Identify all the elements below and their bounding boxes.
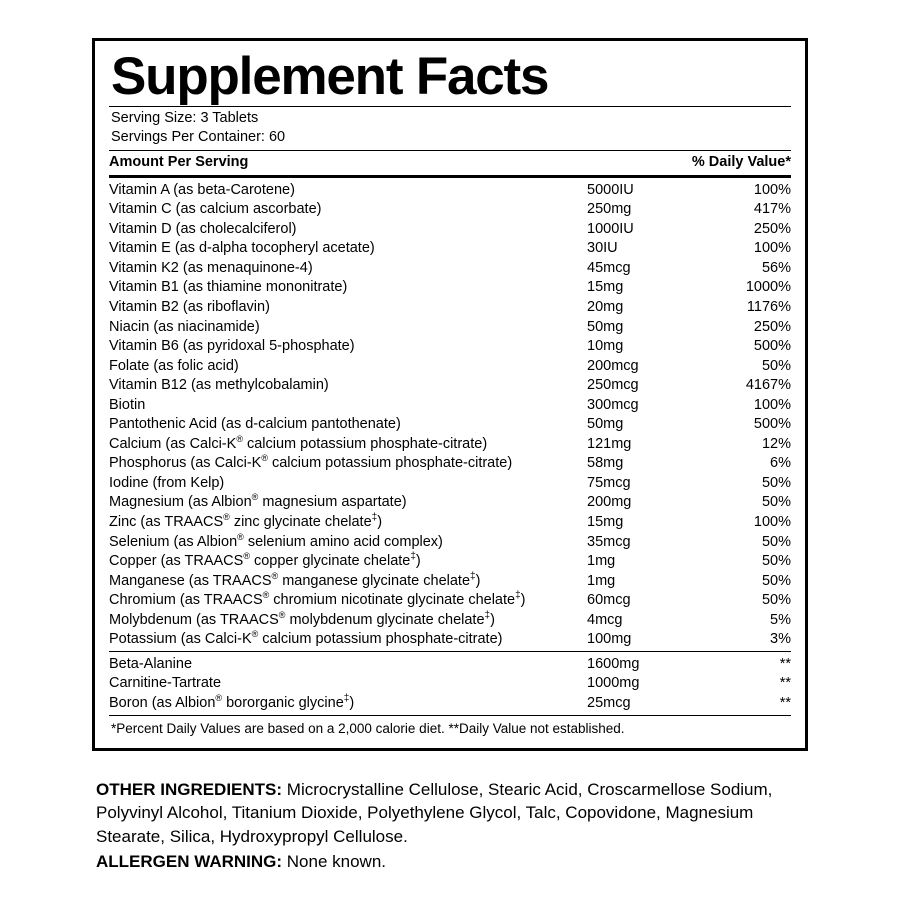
nutrient-amount: 1000IU	[587, 220, 634, 237]
nutrient-amount: 250mcg	[587, 377, 639, 394]
table-row	[109, 356, 791, 376]
divider-above-no-dv	[109, 651, 791, 652]
nutrient-amount: 25mcg	[587, 694, 631, 711]
table-row	[109, 493, 791, 513]
nutrient-name: Niacin (as niacinamide)	[109, 318, 260, 335]
nutrient-daily-value: 50%	[761, 494, 791, 511]
nutrient-rows-table	[109, 180, 791, 649]
nutrient-amount: 60mcg	[587, 592, 631, 609]
nutrient-daily-value: 250%	[753, 220, 791, 237]
serving-size-line: Serving Size: 3 Tablets	[111, 110, 259, 127]
header-amount-spacer	[580, 153, 692, 173]
nutrient-name: Pantothenic Acid (as d-calcium pantothenate)	[109, 416, 401, 433]
table-row	[109, 513, 791, 533]
nutrient-name: Vitamin B6 (as pyridoxal 5-phosphate)	[109, 338, 355, 355]
allergen-warning-text: None known.	[282, 852, 386, 872]
nutrient-name: Carnitine-Tartrate	[109, 675, 222, 692]
nutrient-daily-value: 100%	[753, 240, 791, 257]
other-ingredients-label: OTHER INGREDIENTS:	[96, 780, 283, 799]
allergen-warning-paragraph	[96, 850, 808, 873]
other-nutrient-rows-body	[109, 654, 791, 713]
nutrient-name: Vitamin B2 (as riboflavin)	[109, 299, 270, 315]
table-row	[109, 571, 791, 591]
nutrient-name: Boron (as Albion® bororganic glycine‡)	[109, 693, 355, 711]
table-row	[109, 693, 791, 713]
table-row	[109, 610, 791, 630]
table-row	[109, 674, 791, 694]
table-row	[109, 258, 791, 278]
table-row	[109, 552, 791, 572]
nutrient-amount: 200mg	[587, 494, 632, 511]
table-row	[109, 591, 791, 611]
supplement-facts-panel	[92, 38, 808, 751]
nutrient-amount: 4mcg	[587, 611, 623, 628]
nutrient-daily-value: 250%	[753, 318, 791, 335]
table-row	[109, 630, 791, 650]
nutrient-name: Folate (as folic acid)	[109, 357, 239, 374]
table-row	[109, 180, 791, 200]
nutrient-amount: 1000mg	[587, 675, 640, 692]
nutrient-amount: 1mg	[587, 572, 616, 589]
nutrient-daily-value: **	[779, 655, 791, 672]
nutrient-amount: 121mg	[587, 435, 632, 452]
nutrition-table-body	[109, 153, 791, 173]
other-ingredients-block	[96, 778, 808, 874]
nutrient-name: Vitamin E (as d-alpha tocopheryl acetate)	[109, 240, 375, 257]
table-row	[109, 219, 791, 239]
nutrient-name: Chromium (as TRAACS® chromium nicotinate glycinate chelate‡)	[109, 590, 526, 609]
other-ingredients-text: Microcrystalline Cellulose, Stearic Acid, Croscarmellose Sodium, Polyvinyl Alcohol, Titanium Dioxide, Polyethylene Glycol, Talc, Copovidone, Magnesium Stearate, Silica, Hydroxypropyl Cellulose.	[96, 780, 773, 846]
nutrient-daily-value: 6%	[770, 455, 791, 472]
table-row	[109, 454, 791, 474]
nutrient-daily-value: 500%	[753, 338, 791, 355]
nutrient-daily-value: 500%	[753, 416, 791, 433]
nutrient-amount: 10mg	[587, 338, 624, 355]
nutrient-amount: 20mg	[587, 299, 624, 315]
nutrient-name: Potassium (as Calci-K® calcium potassium phosphate-citrate)	[109, 629, 503, 648]
table-row	[109, 376, 791, 396]
nutrient-name: Molybdenum (as TRAACS® molybdenum glycinate chelate‡)	[109, 609, 495, 628]
allergen-warning-label: ALLERGEN WARNING:	[96, 852, 283, 872]
nutrient-name: Phosphorus (as Calci-K® calcium potassium phosphate-citrate)	[109, 453, 513, 472]
nutrient-daily-value: 50%	[761, 533, 791, 550]
nutrient-amount: 15mg	[587, 279, 624, 296]
table-row	[109, 415, 791, 435]
servings-per-container-line: Servings Per Container: 60	[111, 129, 286, 146]
divider-above-header	[109, 150, 791, 151]
table-row	[109, 395, 791, 415]
nutrient-daily-value: 50%	[761, 357, 791, 374]
nutrient-amount: 1600mg	[587, 655, 640, 672]
daily-value-footnote: *Percent Daily Values are based on a 2,000 calorie diet. **Daily Value not established.	[111, 720, 625, 736]
nutrient-name: Manganese (as TRAACS® manganese glycinate chelate‡)	[109, 570, 481, 589]
divider-above-footnote	[109, 715, 791, 716]
nutrient-name: Copper (as TRAACS® copper glycinate chelate‡)	[109, 551, 421, 570]
nutrient-name: Magnesium (as Albion® magnesium aspartate)	[109, 492, 407, 511]
nutrient-amount: 30IU	[587, 240, 618, 257]
table-row	[109, 317, 791, 337]
nutrient-amount: 50mg	[587, 416, 624, 433]
nutrient-amount: 5000IU	[587, 181, 634, 198]
nutrient-daily-value: 1176%	[746, 299, 791, 315]
header-daily-value: % Daily Value*	[691, 154, 791, 171]
table-row	[109, 200, 791, 220]
table-header-row	[109, 153, 791, 173]
nutrient-daily-value: 50%	[761, 474, 791, 491]
nutrient-name: Iodine (from Kelp)	[109, 474, 225, 491]
divider-under-title	[109, 106, 791, 107]
nutrient-daily-value: 56%	[761, 259, 791, 276]
nutrient-name: Selenium (as Albion® selenium amino acid complex)	[109, 531, 443, 550]
nutrient-daily-value: 12%	[761, 435, 791, 452]
nutrient-daily-value: 50%	[761, 553, 791, 570]
table-row	[109, 239, 791, 259]
nutrient-amount: 50mg	[587, 318, 624, 335]
nutrient-amount: 58mg	[587, 455, 624, 472]
nutrient-daily-value: 100%	[753, 181, 791, 198]
table-row	[109, 298, 791, 318]
nutrient-name: Biotin	[109, 396, 146, 413]
nutrient-name: Vitamin A (as beta-Carotene)	[109, 181, 295, 198]
nutrient-daily-value: 4167%	[745, 377, 791, 394]
nutrient-amount: 35mcg	[587, 533, 631, 550]
nutrient-daily-value: 1000%	[745, 279, 791, 296]
table-row	[109, 337, 791, 357]
nutrient-daily-value: 50%	[761, 572, 791, 589]
nutrient-name: Vitamin B12 (as methylcobalamin)	[109, 377, 329, 394]
nutrient-name: Beta-Alanine	[109, 655, 193, 672]
nutrient-amount: 1mg	[587, 553, 616, 570]
nutrient-name: Zinc (as TRAACS® zinc glycinate chelate‡)	[109, 512, 383, 531]
nutrient-amount: 100mg	[587, 631, 632, 648]
nutrient-daily-value: 5%	[770, 611, 791, 628]
page-title: Supplement Facts	[111, 47, 549, 106]
nutrient-daily-value: 50%	[761, 592, 791, 609]
table-row	[109, 278, 791, 298]
header-amount-per-serving: Amount Per Serving	[109, 154, 249, 171]
nutrient-daily-value: **	[779, 675, 791, 692]
nutrient-daily-value: 417%	[753, 201, 791, 218]
nutrient-amount: 15mg	[587, 514, 624, 531]
nutrition-table	[109, 153, 791, 173]
nutrient-name: Vitamin C (as calcium ascorbate)	[109, 201, 322, 218]
table-row	[109, 654, 791, 674]
nutrient-name: Vitamin K2 (as menaquinone-4)	[109, 259, 313, 276]
other-ingredients-paragraph	[96, 778, 808, 848]
nutrient-amount: 200mcg	[587, 357, 639, 374]
nutrient-name: Calcium (as Calci-K® calcium potassium phosphate-citrate)	[109, 434, 488, 452]
nutrient-rows-body	[109, 180, 791, 649]
nutrient-name: Vitamin B1 (as thiamine mononitrate)	[109, 279, 348, 296]
nutrient-daily-value: 100%	[753, 396, 791, 413]
nutrient-amount: 250mg	[587, 201, 632, 218]
table-row	[109, 532, 791, 552]
nutrient-name: Vitamin D (as cholecalciferol)	[109, 220, 297, 237]
table-row	[109, 434, 791, 454]
nutrient-amount: 45mcg	[587, 259, 631, 276]
other-nutrient-rows-table	[109, 654, 791, 713]
table-row	[109, 473, 791, 493]
nutrient-amount: 300mcg	[587, 396, 639, 413]
nutrient-daily-value: 100%	[753, 514, 791, 531]
nutrient-daily-value: 3%	[770, 631, 791, 648]
nutrient-amount: 75mcg	[587, 474, 631, 491]
nutrient-daily-value: **	[779, 694, 791, 711]
divider-under-header	[109, 175, 791, 178]
